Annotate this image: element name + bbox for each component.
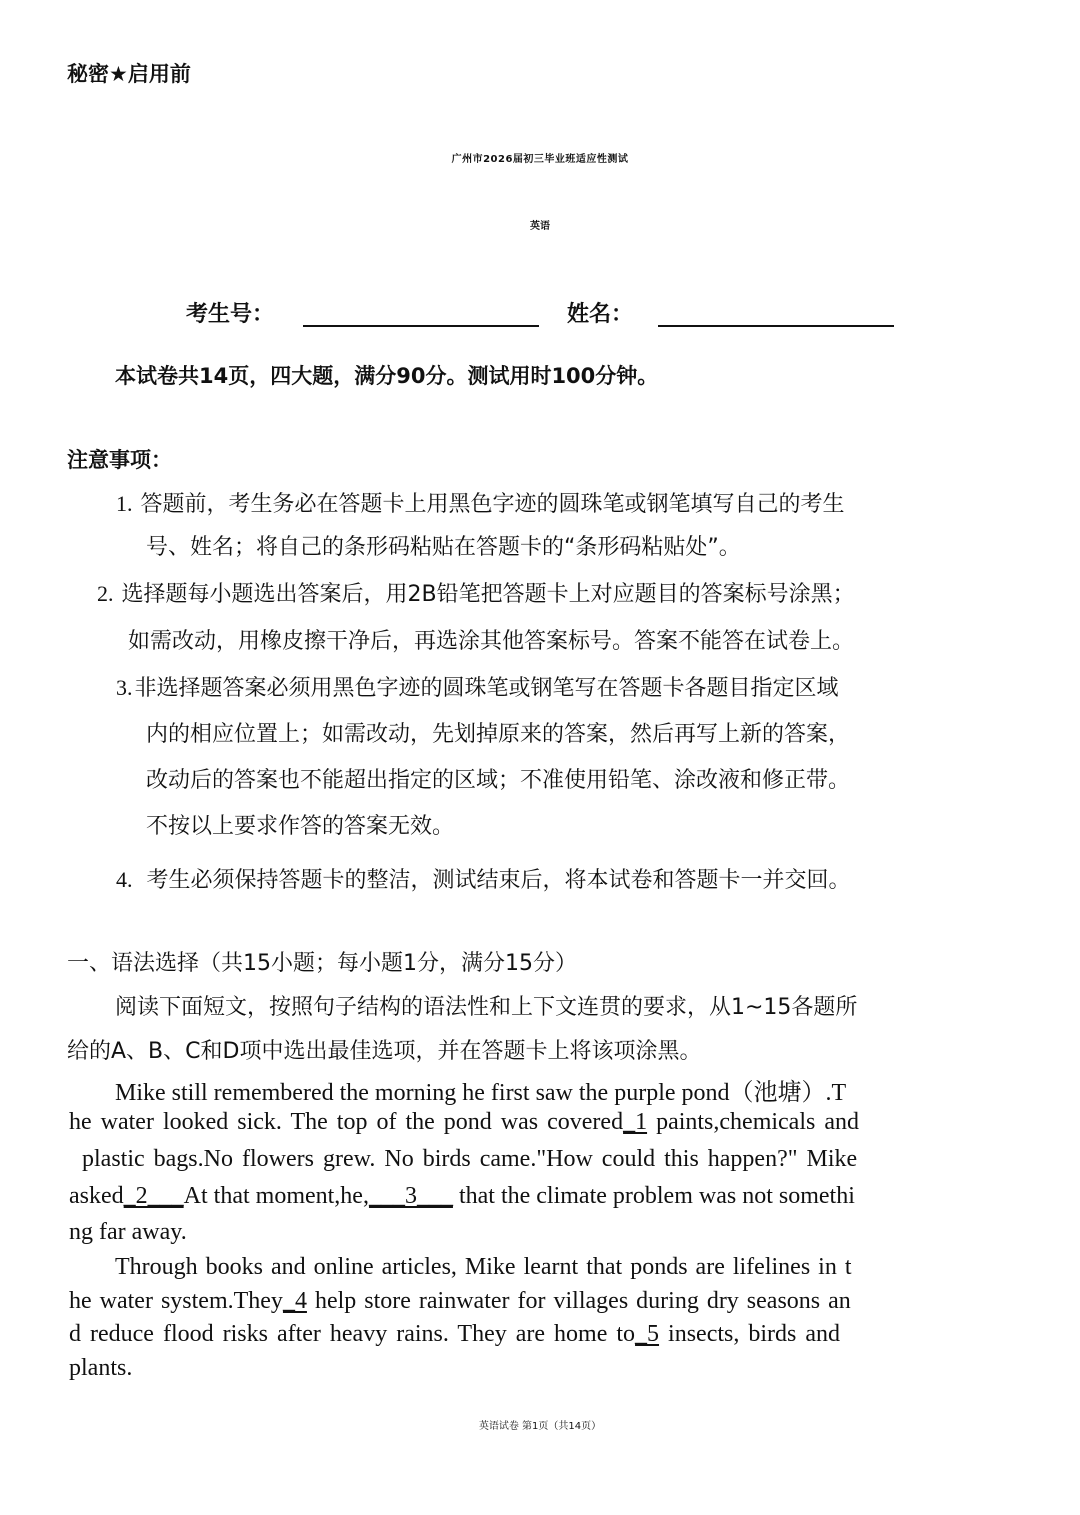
name-field[interactable] <box>658 325 894 327</box>
notice-line: 不按以上要求作答的答案无效。 <box>146 814 455 839</box>
notice-line: 内的相应位置上；如需改动，先划掉原来的答案，然后再写上新的答案， <box>146 722 851 747</box>
passage-text: d reduce flood risks after heavy rains. They are home to <box>69 1321 636 1347</box>
blank-4[interactable]: _4 <box>282 1288 307 1314</box>
notice-number: 2. <box>97 581 114 606</box>
passage-line: Through books and online articles, Mike learnt that ponds are lifelines in t <box>115 1254 852 1280</box>
passage-line <box>69 1321 840 1348</box>
page-footer: 英语试卷 第1页（共14页） <box>478 1421 602 1432</box>
blank-3[interactable]: ___3___ <box>368 1183 453 1209</box>
section-instruction: 给的A、B、C和D项中选出最佳选项，并在答题卡上将该项涂黑。 <box>67 1039 702 1064</box>
passage-line <box>69 1288 851 1315</box>
passage-line: plastic bags.No flowers grew. No birds came."How could this happen?" Mike <box>82 1146 858 1172</box>
passage-line: ng far away. <box>69 1219 187 1245</box>
blank-1[interactable]: _1 <box>623 1109 648 1135</box>
exam-number-field[interactable] <box>303 325 539 327</box>
passage-text: help store rainwater for villages during dry seasons an <box>306 1288 851 1314</box>
exam-title: 广州市2026届初三毕业班适应性测试 <box>451 154 629 165</box>
notice-number: 4. <box>116 867 133 892</box>
passage-line <box>69 1109 859 1136</box>
name-label: 姓名： <box>567 302 634 327</box>
notice-item-1 <box>116 487 845 518</box>
notice-item-4 <box>116 863 851 894</box>
passage-text: insects, birds and <box>659 1321 841 1347</box>
passage-line: plants. <box>69 1355 133 1381</box>
notice-heading: 注意事项： <box>67 448 172 472</box>
section-heading: 一、语法选择（共15小题；每小题1分，满分15分） <box>67 951 577 976</box>
notice-line: 考生必须保持答题卡的整洁，测试结束后，将本试卷和答题卡一并交回。 <box>146 868 851 893</box>
notice-line: 选择题每小题选出答案后，用2B铅笔把答题卡上对应题目的答案标号涂黑； <box>121 582 855 607</box>
exam-summary: 本试卷共14页，四大题，满分90分。测试用时100分钟。 <box>115 364 659 388</box>
notice-item-2 <box>97 577 855 608</box>
exam-number-label: 考生号： <box>186 302 275 327</box>
notice-line: 号、姓名；将自己的条形码粘贴在答题卡的“条形码粘贴处”。 <box>146 535 741 560</box>
notice-line: 改动后的答案也不能超出指定的区域；不准使用铅笔、涂改液和修正带。 <box>146 768 851 793</box>
passage-line <box>69 1183 855 1210</box>
blank-2[interactable]: _2___ <box>123 1183 184 1209</box>
passage-text: paints,chemicals and <box>647 1109 859 1135</box>
passage-text: that the climate problem was not somethi <box>452 1183 855 1209</box>
notice-number: 1. <box>116 491 133 516</box>
blank-5[interactable]: _5 <box>635 1321 660 1347</box>
subject-title: 英语 <box>530 221 550 232</box>
confidential-label: 秘密★启用前 <box>67 62 191 86</box>
passage-text: At that moment,he, <box>183 1183 369 1209</box>
section-instruction: 阅读下面短文，按照句子结构的语法性和上下文连贯的要求，从1~15各题所 <box>115 995 858 1020</box>
passage-text: he water looked sick. The top of the pond was covered <box>69 1109 624 1135</box>
notice-number: 3. <box>116 675 133 700</box>
passage-text: he water system.They <box>69 1288 283 1314</box>
notice-line: 如需改动，用橡皮擦干净后，再选涂其他答案标号。答案不能答在试卷上。 <box>128 629 855 654</box>
notice-item-3 <box>116 671 839 702</box>
notice-line: 非选择题答案必须用黑色字迹的圆珠笔或钢笔写在答题卡各题目指定区域 <box>134 676 839 701</box>
passage-text: asked <box>69 1183 124 1209</box>
passage-line: Mike still remembered the morning he first saw the purple pond（池塘）.T <box>115 1080 847 1106</box>
notice-line: 答题前，考生务必在答题卡上用黑色字迹的圆珠笔或钢笔填写自己的考生 <box>140 492 845 517</box>
